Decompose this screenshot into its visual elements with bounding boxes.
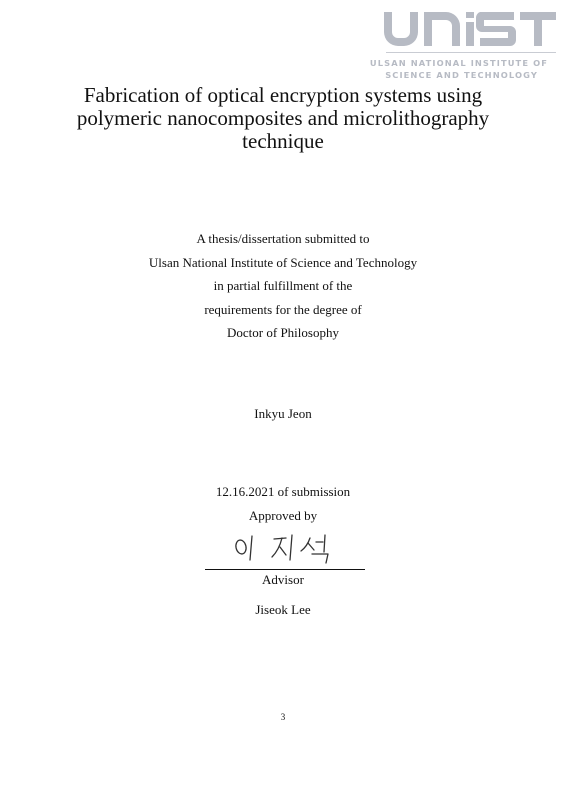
logo-divider — [386, 52, 556, 53]
page-number: 3 — [280, 712, 286, 722]
submission-line-5: Doctor of Philosophy — [227, 325, 339, 341]
advisor-name: Jiseok Lee — [255, 602, 311, 617]
submission-date: 12.16.2021 of submission — [215, 484, 351, 499]
submission-line-1: A thesis/dissertation submitted to — [196, 231, 370, 246]
thesis-title — [40, 84, 526, 153]
thesis-title-line-3: technique — [242, 129, 324, 153]
submission-line-3: in partial fulfillment of the — [213, 278, 353, 294]
unist-wordmark-logo — [380, 8, 558, 48]
submission-line-4: requirements for the degree of — [204, 301, 362, 317]
advisor-label: Advisor — [262, 572, 304, 587]
thesis-title-line-1: Fabrication of optical encryption systems using — [83, 83, 483, 107]
thesis-title-line-2: polymeric nanocomposites and microlithography — [76, 106, 490, 130]
approval-block — [83, 480, 483, 527]
logo-tagline-line-2: SCIENCE AND TECHNOLOGY — [385, 70, 538, 80]
submission-line-2: Ulsan National Institute of Science and Technology — [148, 254, 418, 270]
unist-logo — [369, 8, 558, 80]
approved-by-label: Approved by — [248, 507, 318, 523]
submission-statement — [83, 227, 483, 345]
author-name: Inkyu Jeon — [254, 406, 312, 421]
advisor-signature — [228, 530, 338, 566]
logo-tagline-line-1: ULSAN NATIONAL INSTITUTE OF — [369, 58, 548, 68]
